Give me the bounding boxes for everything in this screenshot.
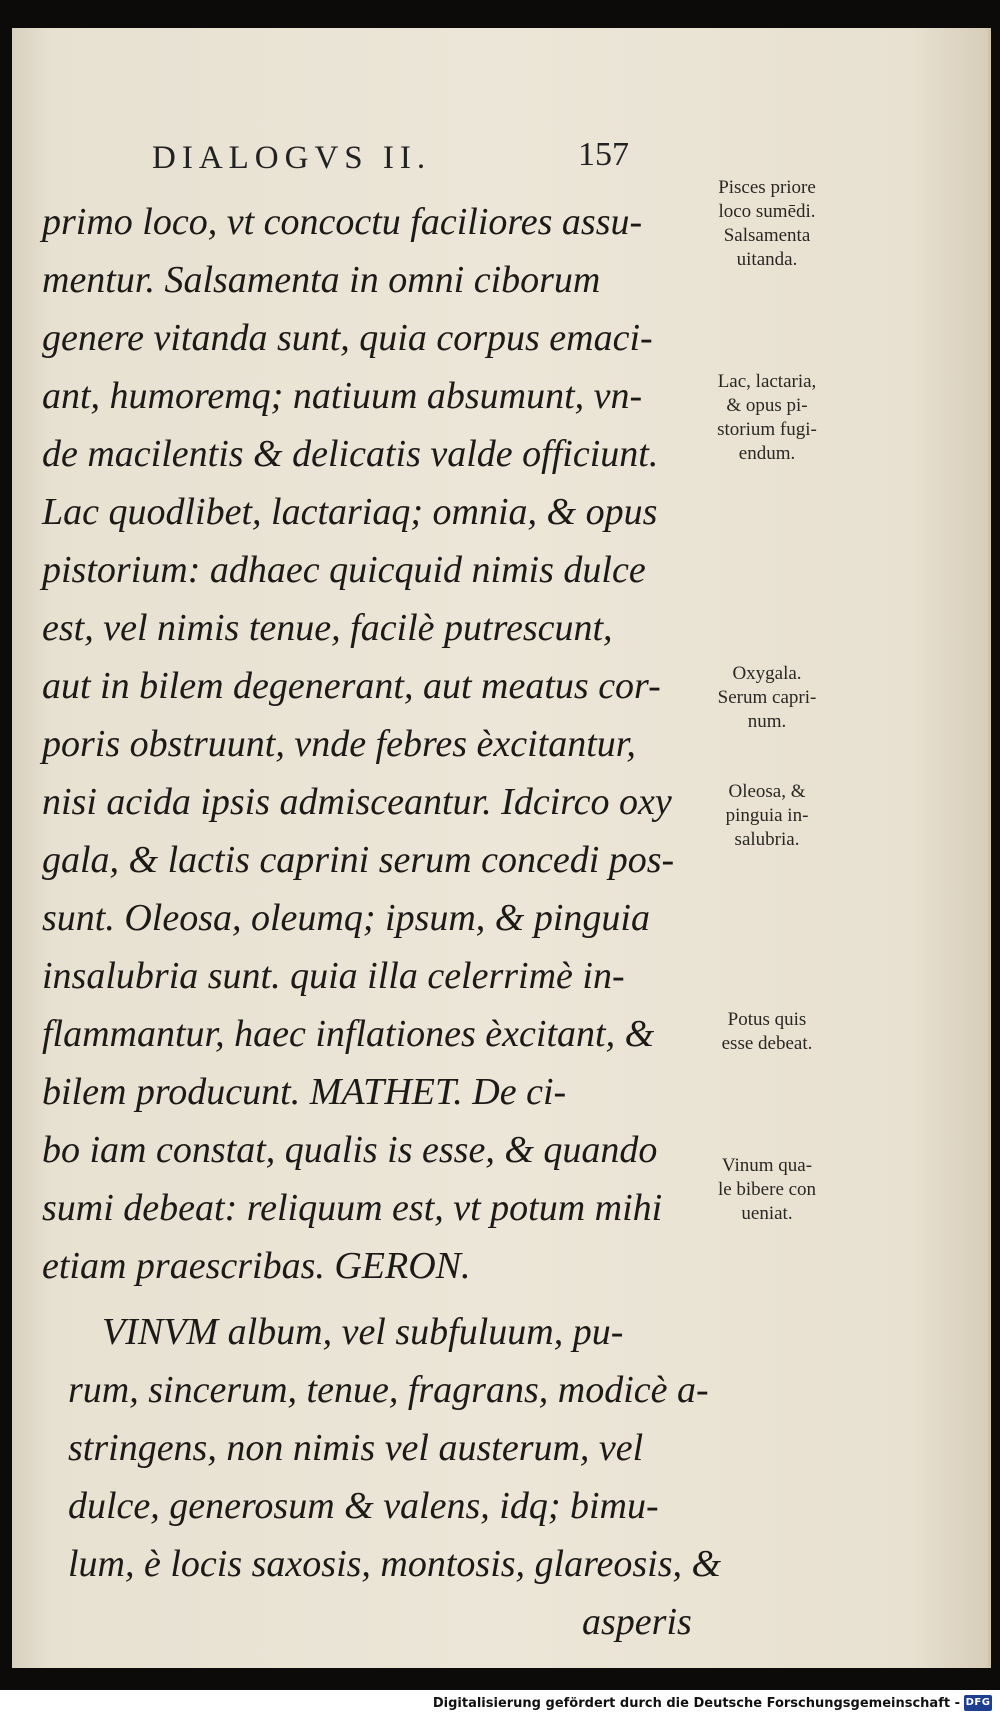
text-line: gala, & lactis caprini serum concedi pos- (42, 839, 675, 881)
note-line: esse debeat. (721, 1033, 813, 1054)
catchword: asperis (582, 1601, 692, 1643)
note-line: le bibere con (717, 1179, 817, 1200)
note-line: ueniat. (741, 1203, 793, 1224)
book-page (12, 28, 991, 1668)
text-line: bilem producunt. MATHET. De ci- (42, 1071, 567, 1113)
note-line: & opus pi- (726, 395, 808, 416)
text-line: bo iam constat, qualis is esse, & quando (42, 1129, 658, 1171)
text-line: sumi debeat: reliquum est, vt potum mihi (42, 1187, 663, 1229)
text-line: mentur. Salsamenta in omni ciborum (42, 259, 601, 301)
text-line: nisi acida ipsis admisceantur. Idcirco oxy (42, 781, 672, 823)
note-line: Vinum qua- (721, 1155, 813, 1176)
text-line: de macilentis & delicatis valde officiunt. (42, 433, 659, 475)
note-line: Lac, lactaria, (717, 371, 817, 392)
text-line: primo loco, vt concoctu faciliores assu- (42, 201, 643, 243)
note-line: num. (747, 711, 787, 732)
dfg-logo: DFG (964, 1695, 992, 1711)
text-line: stringens, non nimis vel austerum, vel (68, 1427, 644, 1469)
text-line: Lac quodlibet, lactariaq; omnia, & opus (42, 491, 658, 533)
digitization-credit: Digitalisierung gefördert durch die Deutsche Forschungsgemeinschaft - (432, 1696, 960, 1711)
text-line: aut in bilem degenerant, aut meatus cor- (42, 665, 661, 707)
text-line: ant, humoremq; natiuum absumunt, vn- (42, 375, 643, 417)
note-line: Oleosa, & (728, 781, 806, 802)
text-line: insalubria sunt. quia illa celerrimè in- (42, 955, 625, 997)
text-line: genere vitanda sunt, quia corpus emaci- (42, 317, 653, 359)
note-line: Potus quis (727, 1009, 807, 1030)
marginal-note (672, 662, 862, 734)
note-line: storium fugi- (717, 419, 817, 440)
note-line: pinguia in- (725, 805, 809, 826)
text-line: etiam praescribas. GERON. (42, 1245, 471, 1287)
text-line: rum, sincerum, tenue, fragrans, modicè a- (68, 1369, 709, 1411)
text-line: dulce, generosum & valens, idq; bimu- (68, 1485, 659, 1527)
marginal-note (672, 1154, 862, 1226)
text-line: sunt. Oleosa, oleumq; ipsum, & pinguia (42, 897, 650, 939)
note-line: Pisces priore (718, 177, 816, 198)
text-line: pistorium: adhaec quicquid nimis dulce (42, 549, 646, 591)
note-line: Serum capri- (717, 687, 817, 708)
text-line: lum, è locis saxosis, montosis, glareosis, & (68, 1543, 722, 1585)
marginal-note (672, 370, 862, 466)
marginal-note (672, 1008, 862, 1056)
note-line: Oxygala. (732, 663, 802, 684)
text-line: flammantur, haec inflationes èxcitant, & (42, 1013, 655, 1055)
text-line: VINVM album, vel subfuluum, pu- (102, 1311, 624, 1353)
text-line: est, vel nimis tenue, facilè putrescunt, (42, 607, 613, 649)
marginal-note (672, 176, 862, 272)
note-line: uitanda. (736, 249, 798, 270)
page-number: 157 (578, 136, 629, 173)
running-head: DIALOGVS II. (152, 140, 432, 176)
note-line: salubria. (734, 829, 800, 850)
note-line: endum. (738, 443, 796, 464)
marginal-note (672, 780, 862, 852)
text-line: poris obstruunt, vnde febres èxcitantur, (42, 723, 636, 765)
footer-bar (0, 1690, 1000, 1718)
note-line: Salsamenta (723, 225, 811, 246)
note-line: loco sumēdi. (718, 201, 816, 222)
